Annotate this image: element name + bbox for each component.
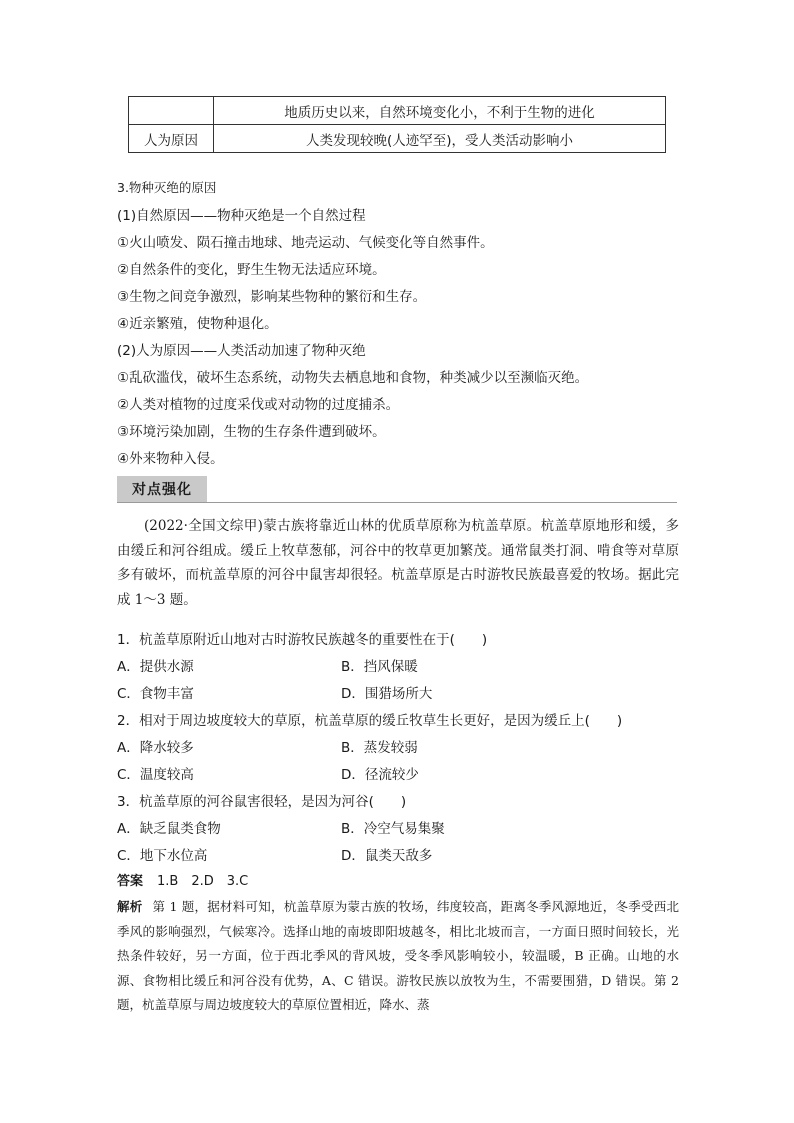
natural-cause-heading: (1)自然原因——物种灭绝是一个自然过程 (117, 208, 366, 224)
list-item: ②人类对植物的过度采伐或对动物的过度捕杀。 (117, 397, 400, 413)
option-b: B．冷空气易集聚 (341, 821, 445, 837)
answer-text: 1.B 2.D 3.C (157, 874, 249, 889)
section-title: 3.物种灭绝的原因 (117, 180, 217, 195)
table-cell: 人类发现较晚(人迹罕至)，受人类活动影响小 (214, 125, 666, 153)
option-d: D．围猎场所大 (341, 686, 433, 702)
question-stem: 1．杭盖草原附近山地对古时游牧民族越冬的重要性在于( ) (117, 632, 488, 648)
banner-divider (117, 502, 677, 503)
table-cell: 人为原因 (129, 125, 214, 153)
table-cell: 地质历史以来，自然环境变化小，不利于生物的进化 (214, 97, 666, 125)
analysis-text: 第 1 题，据材料可知，杭盖草原为蒙古族的牧场，纬度较高，距离冬季风源地近，冬季受西北季风的影响强烈，气候寒冷。选择山地的南坡即阳坡越冬，相比北坡而言，一方面日照时间较长，光热条件较好，另一方面，位于西北季风的背风坡，受冬季风影响较小，较温暖，B 正确。山地的水源、食物相比缓丘和河谷没有优势，A、C 错误。游牧民族以放牧为生，不需要围猎，D 错误。第 2 题，杭盖草原与周边坡度较大的草原位置相近，降水、蒸 (117, 899, 679, 1012)
option-d: D．径流较少 (341, 767, 419, 783)
option-c: C．食物丰富 (117, 686, 194, 702)
list-item: ①火山喷发、陨石撞击地球、地壳运动、气候变化等自然事件。 (117, 235, 494, 251)
list-item: ①乱砍滥伐，破坏生态系统，动物失去栖息地和食物，种类减少以至濒临灭绝。 (117, 370, 589, 386)
cause-table (128, 96, 666, 153)
question-stem: 3．杭盖草原的河谷鼠害很轻，是因为河谷( ) (117, 794, 407, 810)
list-item: ④外来物种入侵。 (117, 451, 224, 467)
option-b: B．蒸发较弱 (341, 740, 418, 756)
reading-passage: (2022·全国文综甲)蒙古族将靠近山林的优质草原称为杭盖草原。杭盖草原地形和缓，多由缓丘和河谷组成。缓丘上牧草葱郁，河谷中的牧草更加繁茂。通常鼠类打洞、啃食等对草原多有破坏，而杭盖草原的河谷中鼠害却很轻。杭盖草原是古时游牧民族最喜爱的牧场。据此完成 1～3 题。 (117, 518, 679, 608)
table-cell (129, 97, 214, 125)
answer-line (117, 870, 248, 889)
option-a: A．缺乏鼠类食物 (117, 821, 221, 837)
section-banner: 对点强化 (117, 476, 207, 502)
human-cause-heading: (2)人为原因——人类活动加速了物种灭绝 (117, 343, 366, 359)
option-c: C．温度较高 (117, 767, 194, 783)
analysis-label: 解析 (117, 899, 143, 914)
table-row (129, 97, 666, 125)
option-a: A．降水较多 (117, 740, 194, 756)
option-c: C．地下水位高 (117, 848, 208, 864)
question-stem: 2．相对于周边坡度较大的草原，杭盖草原的缓丘牧草生长更好，是因为缓丘上( ) (117, 713, 623, 729)
answer-label: 答案 (117, 874, 144, 889)
list-item: ②自然条件的变化，野生生物无法适应环境。 (117, 262, 386, 278)
list-item: ③环境污染加剧，生物的生存条件遭到破坏。 (117, 424, 386, 440)
list-item: ③生物之间竞争激烈，影响某些物种的繁衍和生存。 (117, 289, 427, 305)
table-row (129, 125, 666, 153)
analysis-block (117, 895, 679, 1018)
option-d: D．鼠类天敌多 (341, 848, 433, 864)
option-b: B．挡风保暖 (341, 659, 418, 675)
option-a: A．提供水源 (117, 659, 194, 675)
list-item: ④近亲繁殖，使物种退化。 (117, 316, 278, 332)
